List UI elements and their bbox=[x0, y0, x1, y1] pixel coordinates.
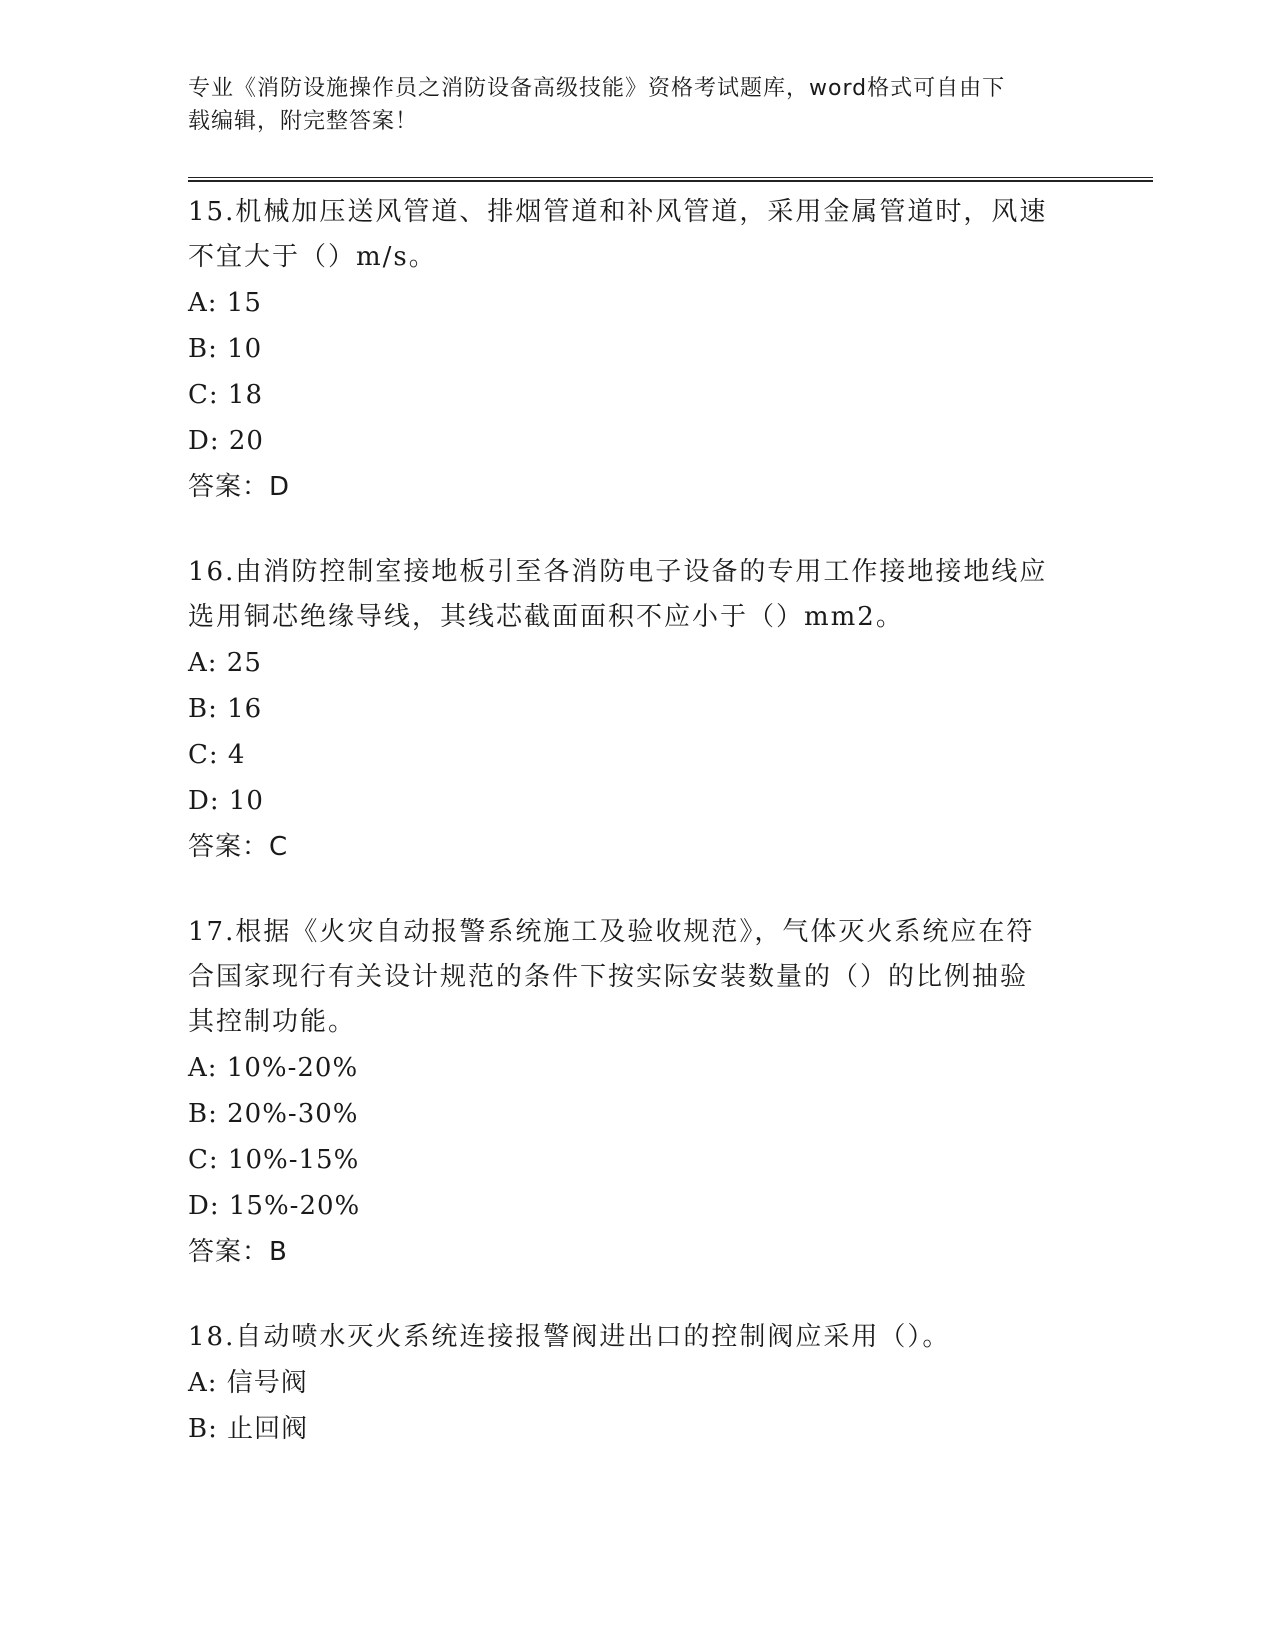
stem-line: 15.机械加压送风管道、排烟管道和补风管道，采用金属管道时，风速 bbox=[188, 197, 1048, 227]
answer: 答案：D bbox=[188, 472, 291, 502]
option-a: A: 15 bbox=[188, 288, 262, 318]
option-b: B: 10 bbox=[188, 334, 263, 364]
question-stem bbox=[188, 1315, 1078, 1360]
document-header bbox=[188, 72, 1088, 138]
question-18 bbox=[188, 1315, 1078, 1452]
option-d: D: 10 bbox=[188, 786, 264, 816]
question-15 bbox=[188, 190, 1078, 510]
question-stem bbox=[188, 190, 1078, 280]
option-c: C: 10%-15% bbox=[188, 1145, 360, 1175]
question-stem bbox=[188, 550, 1078, 640]
question-stem bbox=[188, 910, 1078, 1045]
question-16 bbox=[188, 550, 1078, 870]
question-list bbox=[188, 190, 1078, 1492]
header-divider-thin bbox=[188, 177, 1153, 178]
stem-line: 17.根据《火灾自动报警系统施工及验收规范》，气体灭火系统应在符 bbox=[188, 917, 1035, 947]
option-d: D: 20 bbox=[188, 426, 264, 456]
stem-line: 18.自动喷水灭火系统连接报警阀进出口的控制阀应采用（）。 bbox=[188, 1322, 951, 1352]
option-a: A: 10%-20% bbox=[188, 1053, 359, 1083]
option-a: A: 25 bbox=[188, 648, 262, 678]
header-divider-thick bbox=[188, 180, 1153, 182]
option-b: B: 止回阀 bbox=[188, 1414, 309, 1444]
option-c: C: 18 bbox=[188, 380, 264, 410]
header-line-2: 载编辑，附完整答案！ bbox=[188, 109, 419, 134]
option-a: A: 信号阀 bbox=[188, 1368, 308, 1398]
answer: 答案：B bbox=[188, 1237, 288, 1267]
option-c: C: 4 bbox=[188, 740, 246, 770]
header-line-1: 专业《消防设施操作员之消防设备高级技能》资格考试题库，word格式可自由下 bbox=[188, 76, 1006, 101]
option-b: B: 16 bbox=[188, 694, 263, 724]
option-b: B: 20%-30% bbox=[188, 1099, 359, 1129]
stem-line: 其控制功能。 bbox=[188, 1007, 357, 1037]
stem-line: 选用铜芯绝缘导线，其线芯截面面积不应小于（）mm2。 bbox=[188, 602, 904, 632]
answer: 答案：C bbox=[188, 832, 289, 862]
question-17 bbox=[188, 910, 1078, 1275]
stem-line: 合国家现行有关设计规范的条件下按实际安装数量的（）的比例抽验 bbox=[188, 962, 1029, 992]
stem-line: 不宜大于（）m/s。 bbox=[188, 242, 437, 272]
stem-line: 16.由消防控制室接地板引至各消防电子设备的专用工作接地接地线应 bbox=[188, 557, 1048, 587]
option-d: D: 15%-20% bbox=[188, 1191, 361, 1221]
